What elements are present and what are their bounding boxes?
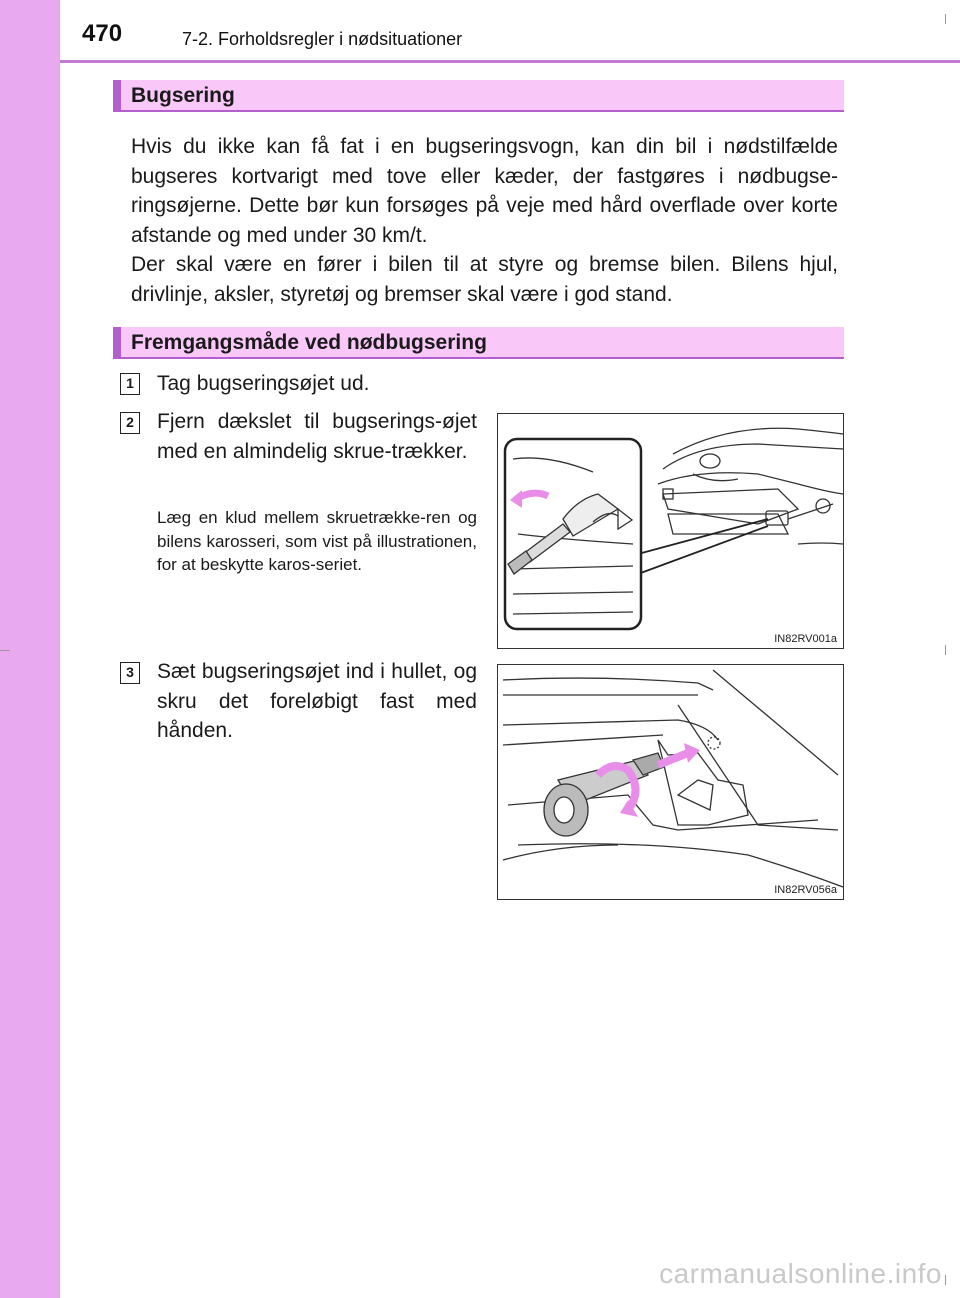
section-title: Fremgangsmåde ved nødbugsering	[131, 331, 487, 354]
crop-mark	[945, 645, 946, 655]
crop-mark	[945, 14, 946, 24]
step-number: 3	[120, 662, 140, 684]
header-rule	[60, 60, 960, 63]
step-1-text: Tag bugseringsøjet ud.	[157, 372, 370, 395]
towing-eye-illustration	[498, 665, 844, 900]
figure-code: IN82RV056a	[774, 884, 837, 896]
section-title: Bugsering	[131, 84, 235, 107]
step-number: 1	[120, 373, 140, 395]
screwdriver-illustration	[498, 414, 844, 649]
towing-body	[131, 132, 838, 309]
chapter-title: 7-2. Forholdsregler i nødsituationer	[182, 29, 463, 49]
figure-insert-eye	[497, 664, 844, 900]
towing-paragraph-2: Der skal være en fører i bilen til at styre og bremse bilen. Bilens hjul, drivlinje, aksler, styretøj og bremser skal være i god stand.	[131, 253, 838, 306]
figure-remove-cover	[497, 413, 844, 649]
towing-paragraph-1: Hvis du ikke kan få fat i en bugseringsvogn, kan din bil i nødstilfælde bugseres kortvarigt med tove eller kæder, der fastgøres i nødbugse-ringsøjerne. Dette bør kun forsøges på veje med hård overflade over korte afstande og med under 30 km/t.	[131, 135, 838, 247]
step-3-text: Sæt bugseringsøjet ind i hullet, og skru det foreløbigt fast med hånden.	[157, 660, 477, 742]
crop-mark	[945, 1275, 946, 1285]
figure-code: IN82RV001a	[774, 633, 837, 645]
side-color-bar	[0, 0, 60, 1298]
watermark: carmanualsonline.info	[659, 1258, 942, 1289]
section-heading-procedure	[113, 327, 844, 359]
step-2-text: Fjern dækslet til bugserings-øjet med en almindelig skrue-trækker.	[157, 410, 477, 463]
step-2-note: Læg en klud mellem skruetrække-ren og bilens karosseri, som vist på illustrationen, for at beskytte karos-seriet.	[157, 508, 477, 574]
section-heading-towing	[113, 80, 844, 112]
page-number: 470	[82, 20, 123, 47]
step-number: 2	[120, 412, 140, 434]
crop-mark	[0, 650, 10, 651]
